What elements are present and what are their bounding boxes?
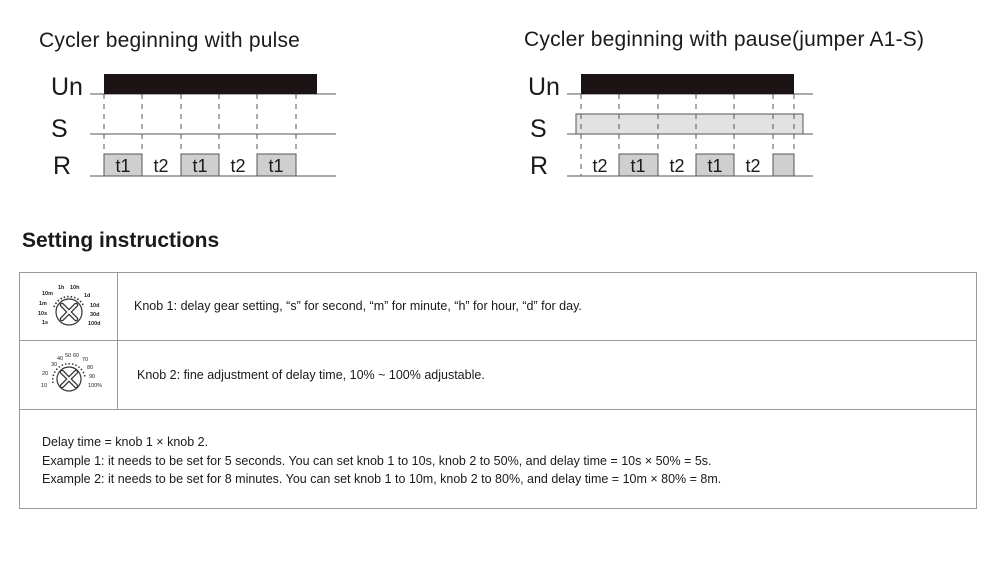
- timing-diagram-pause: [522, 62, 822, 182]
- segment-label: t2: [230, 156, 246, 176]
- un-label: Un: [51, 73, 83, 101]
- r-label: R: [53, 152, 72, 180]
- dial-label: 1s: [42, 320, 49, 326]
- dial-label: 20: [42, 371, 49, 377]
- dial-label: 10: [41, 383, 48, 389]
- dial-label: 80: [87, 365, 94, 371]
- segment-label: t2: [669, 156, 685, 176]
- s-label: S: [51, 115, 68, 143]
- dial-label: 10d: [90, 303, 100, 309]
- dial-label: 50: [65, 353, 72, 359]
- setting-instructions-heading: Setting instructions: [22, 229, 220, 252]
- delay-time-notes: [42, 433, 721, 489]
- segment-label: t1: [268, 156, 284, 176]
- r-pulse: [773, 154, 794, 176]
- dial-label: 10s: [38, 311, 48, 317]
- note-formula: Delay time = knob 1 × knob 2.: [42, 435, 209, 449]
- timing-markers: [104, 94, 296, 154]
- dial-label: 70: [82, 357, 89, 363]
- r-label: R: [530, 152, 549, 180]
- s-bar: [576, 114, 803, 134]
- note-example-2: Example 2: it needs to be set for 8 minutes. You can set knob 1 to 10m, knob 2 to 80%, and delay time = 10m × 80% = 8m.: [42, 472, 722, 486]
- s-label: S: [530, 115, 547, 143]
- segment-label: t2: [745, 156, 761, 176]
- timing-markers: [581, 94, 794, 176]
- segment-label: t1: [115, 156, 131, 176]
- dial-label: 10h: [70, 285, 80, 291]
- un-bar: [104, 74, 317, 94]
- segment-label: t2: [592, 156, 608, 176]
- dial-label: 1m: [39, 301, 47, 307]
- segment-label: t2: [153, 156, 169, 176]
- segment-label: t1: [630, 156, 646, 176]
- dial-label: 60: [73, 353, 80, 359]
- dial-label: 10m: [42, 291, 54, 297]
- note-example-1: Example 1: it needs to be set for 5 seconds. You can set knob 1 to 10s, knob 2 to 50%, and delay time = 10s × 50% = 5s.: [42, 453, 712, 468]
- dial-label: 30d: [90, 312, 100, 318]
- knob2-row: [20, 341, 976, 410]
- dial-label: 1h: [58, 285, 65, 291]
- settings-table: [19, 272, 977, 509]
- column-divider: [117, 273, 118, 410]
- knob1-dial-icon: [28, 279, 110, 335]
- dial-label: 40: [57, 356, 64, 362]
- diagram1-title: Cycler beginning with pulse: [39, 29, 301, 52]
- dial-label: 100d: [88, 321, 101, 327]
- segment-label: t1: [192, 156, 208, 176]
- segment-label: t1: [707, 156, 723, 176]
- timing-diagram-pulse: [45, 62, 345, 182]
- dial-label: 100%: [88, 383, 103, 389]
- knob2-dial-icon: [28, 347, 110, 403]
- dial-label: 30: [51, 362, 58, 368]
- knob2-description: Knob 2: fine adjustment of delay time, 10% ~ 100% adjustable.: [137, 368, 485, 382]
- un-label: Un: [528, 73, 560, 101]
- diagram2-title: Cycler beginning with pause(jumper A1-S): [524, 28, 925, 51]
- dial-label: 1d: [84, 293, 91, 299]
- un-bar: [581, 74, 794, 94]
- knob1-description: Knob 1: delay gear setting, “s” for second, “m” for minute, “h” for hour, “d” for day.: [134, 299, 582, 313]
- knob1-row: [20, 273, 976, 341]
- dial-label: 90: [89, 374, 96, 380]
